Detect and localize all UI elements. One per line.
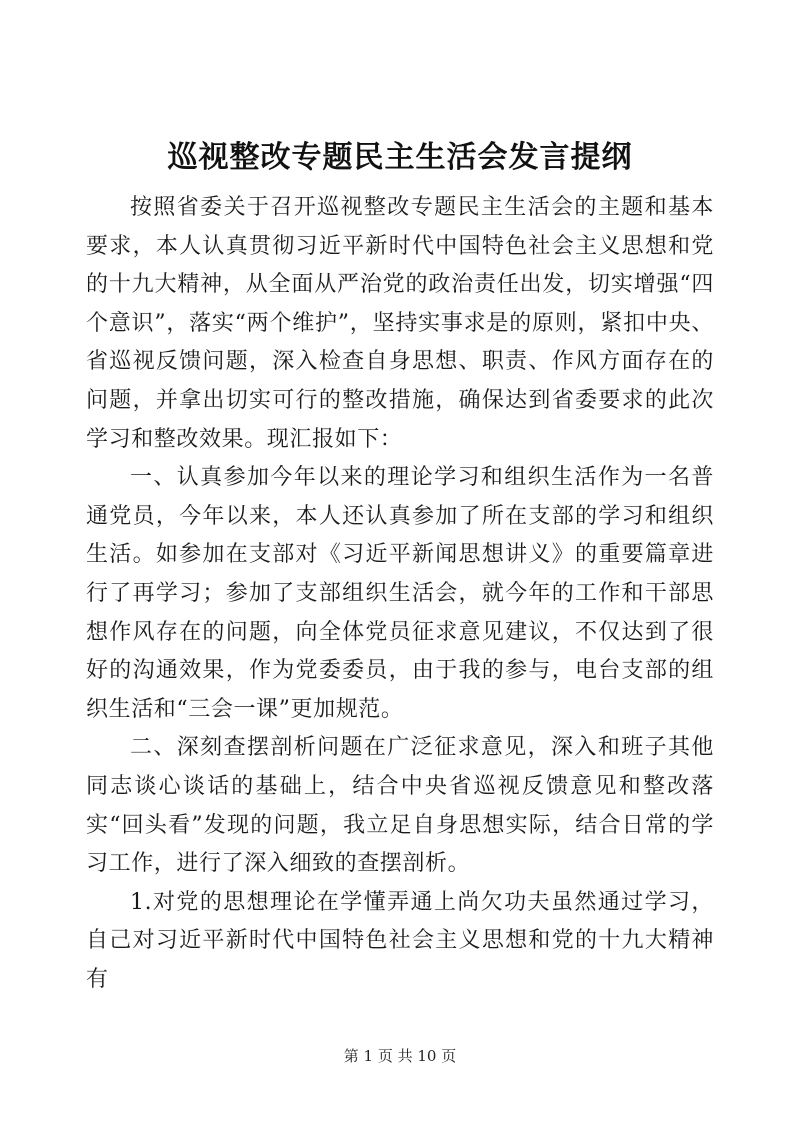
paragraph-item-1: 1.对党的思想理论在学懂弄通上尚欠功夫虽然通过学习，自己对习近平新时代中国特色社会主义思想和党的十九大精神有	[86, 889, 714, 992]
page-title: 巡视整改专题民主生活会发言提纲	[167, 140, 633, 175]
document-body	[86, 189, 714, 999]
paragraph-intro: 按照省委关于召开巡视整改专题民主生活会的主题和基本要求，本人认真贯彻习近平新时代中国特色社会主义思想和党的十九大精神，从全面从严治党的政治责任出发，切实增强“四个意识”，落实“两个维护”，坚持实事求是的原则，紧扣中央、省巡视反馈问题，深入检查自身思想、职责、作风方面存在的问题，并拿出切实可行的整改措施，确保达到省委要求的此次学习和整改效果。现汇报如下：	[86, 195, 714, 452]
paragraph-section-2: 二、深刻查摆剖析问题在广泛征求意见，深入和班子其他同志谈心谈话的基础上，结合中央省巡视反馈意见和整改落实“回头看”发现的问题，我立足自身思想实际，结合日常的学习工作，进行了深入细致的查摆剖析。	[86, 735, 714, 877]
page-number-footer: 第 1 页 共 10 页	[343, 1047, 457, 1065]
paragraph-section-1: 一、认真参加今年以来的理论学习和组织生活作为一名普通党员，今年以来，本人还认真参加了所在支部的学习和组织生活。如参加在支部对《习近平新闻思想讲义》的重要篇章进行了再学习；参加了支部组织生活会，就今年的工作和干部思想作风存在的问题，向全体党员征求意见建议，不仅达到了很好的沟通效果，作为党委委员，由于我的参与，电台支部的组织生活和“三会一课”更加规范。	[86, 465, 714, 722]
